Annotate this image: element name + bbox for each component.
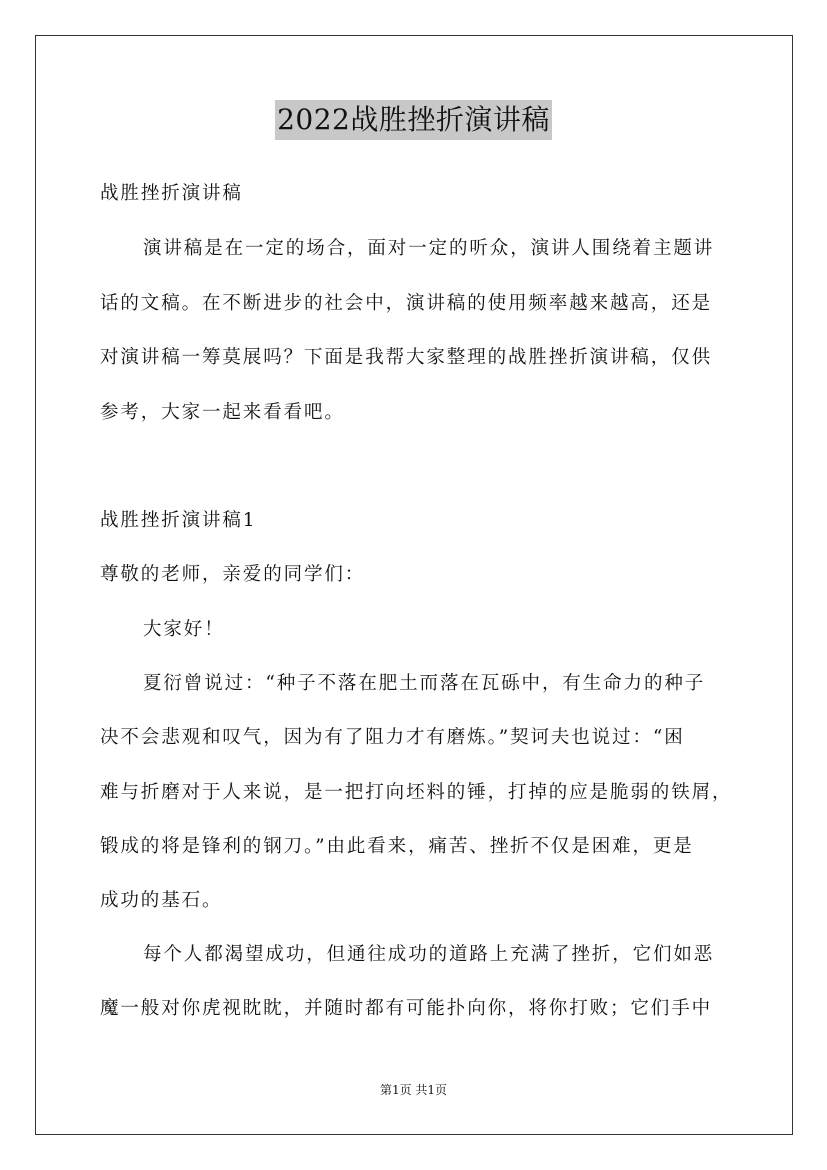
greeting: 大家好！ xyxy=(143,619,225,640)
document-title: 2022战胜挫折演讲稿 xyxy=(275,100,552,140)
paragraph-line: 每个人都渴望成功，但通往成功的道路上充满了挫折，它们如恶 xyxy=(143,944,715,965)
intro-line: 参考，大家一起来看看吧。 xyxy=(100,402,345,423)
paragraph-line: 魔一般对你虎视眈眈，并随时都有可能扑向你，将你打败；它们手中 xyxy=(100,998,713,1019)
paragraph-line: 锻成的将是锋利的钢刀。”由此看来，痛苦、挫折不仅是困难，更是 xyxy=(100,836,694,857)
paragraph-line: 难与折磨对于人来说，是一把打向坯料的锤，打掉的应是脆弱的铁屑， xyxy=(100,782,733,803)
paragraph-line: 决不会悲观和叹气，因为有了阻力才有磨炼。”契诃夫也说过：“困 xyxy=(100,727,685,748)
intro-line: 话的文稿。在不断进步的社会中，演讲稿的使用频率越来越高，还是 xyxy=(100,293,713,314)
paragraph-line: 成功的基石。 xyxy=(100,890,223,911)
section-heading: 战胜挫折演讲稿1 xyxy=(100,510,257,531)
page-number-footer: 第1页 共1页 xyxy=(379,1083,448,1097)
subtitle: 战胜挫折演讲稿 xyxy=(100,183,243,204)
intro-line: 演讲稿是在一定的场合，面对一定的听众，演讲人围绕着主题讲 xyxy=(143,238,715,259)
paragraph-line: 夏衍曾说过：“种子不落在肥土而落在瓦砾中，有生命力的种子 xyxy=(143,673,706,694)
salutation: 尊敬的老师，亲爱的同学们： xyxy=(100,564,366,585)
title-container xyxy=(0,100,827,140)
intro-line: 对演讲稿一筹莫展吗？下面是我帮大家整理的战胜挫折演讲稿，仅供 xyxy=(100,347,713,368)
